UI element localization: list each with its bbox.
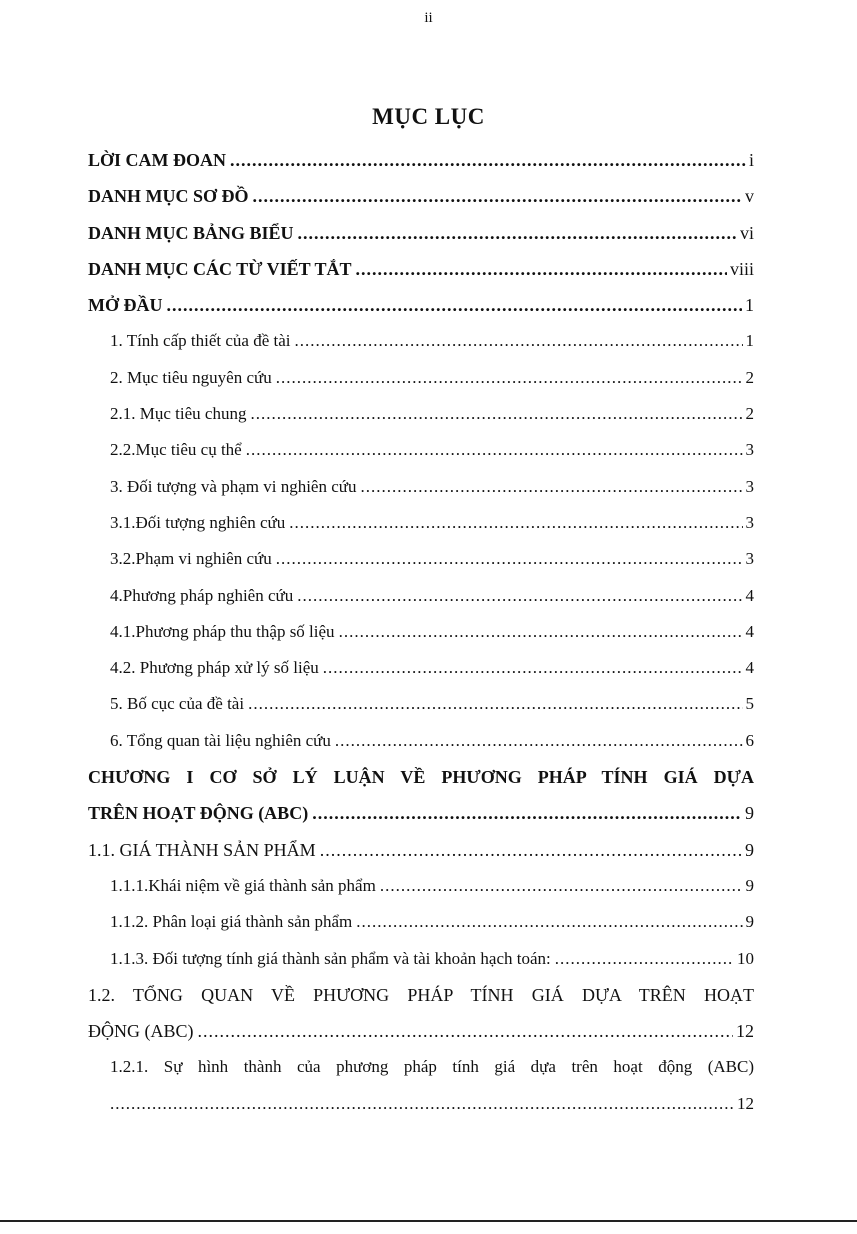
toc-entry-danh-muc-so-do[interactable] (88, 178, 754, 214)
toc-entry[interactable] (88, 614, 754, 650)
toc-entry-page: viii (729, 258, 754, 279)
toc-entry[interactable] (88, 469, 754, 505)
toc-entry-page: 3 (745, 549, 754, 569)
toc-entry-label: 4.2. Phương pháp xử lý số liệu (110, 658, 319, 678)
toc-entry-page: 4 (745, 621, 754, 641)
toc-entry[interactable] (88, 832, 754, 868)
dot-leader (248, 686, 742, 722)
toc-entry-page: 1 (745, 295, 754, 316)
toc-entry-label: DANH MỤC BẢNG BIỂU (88, 222, 294, 243)
dot-leader (320, 832, 742, 868)
toc-entry-label: 1.1.3. Đối tượng tính giá thành sản phẩm và tài khoản hạch toán: (110, 948, 551, 968)
toc-entry-page: 9 (745, 912, 754, 932)
toc-entry-label: CHƯƠNG I CƠ SỞ LÝ LUẬN VỀ PHƯƠNG PHÁP TÍNH GIÁ DỰA (88, 767, 754, 788)
dot-leader (253, 178, 743, 214)
toc-entry-page: 3 (745, 512, 754, 532)
toc-entry-page: 4 (745, 658, 754, 678)
table-of-contents (88, 142, 754, 1122)
toc-entry-label: 3.2.Phạm vi nghiên cứu (110, 549, 272, 569)
toc-entry-page: 1 (745, 331, 754, 351)
toc-entry[interactable] (88, 396, 754, 432)
toc-entry-page: 2 (745, 367, 754, 387)
toc-entry[interactable] (88, 360, 754, 396)
toc-entry-danh-muc-tu-viet-tat[interactable] (88, 251, 754, 287)
dot-leader (555, 941, 734, 977)
toc-entry-label: TRÊN HOẠT ĐỘNG (ABC) (88, 803, 309, 824)
toc-entry-page: v (745, 186, 754, 207)
toc-entry-label: 2. Mục tiêu nguyên cứu (110, 367, 272, 387)
toc-entry-label: DANH MỤC SƠ ĐỒ (88, 186, 249, 207)
toc-title: MỤC LỤC (372, 104, 485, 129)
dot-leader (230, 142, 746, 178)
toc-entry-page: i (748, 150, 754, 170)
toc-entry-label: 1.2. TỔNG QUAN VỀ PHƯƠNG PHÁP TÍNH GIÁ DỰA TRÊN HOẠT (88, 984, 754, 1005)
toc-entry-label: 1.1.1.Khái niệm về giá thành sản phẩm (110, 875, 376, 895)
toc-entry[interactable] (88, 323, 754, 359)
toc-entry-page: 2 (745, 404, 754, 424)
toc-entry-chapter-1[interactable] (88, 795, 754, 831)
toc-entry-label: 1. Tính cấp thiết của đề tài (110, 331, 291, 351)
toc-entry-label: ĐỘNG (ABC) (88, 1021, 194, 1042)
toc-section-heading-line[interactable] (88, 977, 754, 1013)
toc-entry-label: DANH MỤC CÁC TỪ VIẾT TẮT (88, 258, 352, 279)
toc-subsection-heading-line[interactable] (88, 1049, 754, 1085)
toc-entry-label: 4.Phương pháp nghiên cứu (110, 585, 294, 605)
dot-leader (323, 650, 743, 686)
toc-entry-page: 4 (745, 585, 754, 605)
toc-entry[interactable] (88, 941, 754, 977)
toc-entry[interactable] (88, 432, 754, 468)
toc-entry[interactable] (88, 686, 754, 722)
dot-leader (361, 469, 743, 505)
toc-entry-label: LỜI CAM ĐOAN (88, 150, 226, 170)
toc-entry-label: 6. Tổng quan tài liệu nghiên cứu (110, 730, 331, 750)
toc-entry[interactable] (88, 505, 754, 541)
dot-leader (339, 614, 743, 650)
toc-entry-page: 6 (745, 730, 754, 750)
dot-leader (356, 904, 742, 940)
dot-leader (297, 578, 742, 614)
toc-entry-label: 1.2.1. Sự hình thành của phương pháp tính giá dựa trên hoạt động (ABC) (110, 1057, 754, 1077)
toc-entry-label: 1.1. GIÁ THÀNH SẢN PHẨM (88, 839, 316, 860)
toc-entry-page: 3 (745, 440, 754, 460)
toc-entry-mo-dau[interactable] (88, 287, 754, 323)
dot-leader (294, 323, 742, 359)
dot-leader (246, 432, 743, 468)
dot-leader (167, 287, 743, 323)
dot-leader (250, 396, 742, 432)
toc-entry-danh-muc-bang-bieu[interactable] (88, 215, 754, 251)
toc-entry-page: 5 (745, 694, 754, 714)
dot-leader (380, 868, 743, 904)
dot-leader (289, 505, 742, 541)
toc-entry-label: MỞ ĐẦU (88, 295, 163, 316)
dot-leader (198, 1013, 734, 1049)
dot-leader (276, 541, 743, 577)
toc-entry[interactable] (88, 904, 754, 940)
toc-entry-page: 12 (736, 1021, 754, 1042)
dot-leader (276, 360, 743, 396)
toc-entry[interactable] (88, 1013, 754, 1049)
toc-entry-page: 12 (737, 1093, 754, 1113)
toc-entry-page: 9 (745, 803, 754, 824)
toc-entry[interactable] (88, 1086, 754, 1122)
page-bottom-border (0, 1220, 857, 1222)
dot-leader (356, 251, 727, 287)
page-number: ii (424, 10, 433, 26)
toc-chapter-heading-line[interactable] (88, 759, 754, 795)
toc-entry-page: 3 (745, 476, 754, 496)
toc-entry-label: 5. Bố cục của đề tài (110, 694, 245, 714)
toc-entry-label: 3. Đối tượng và phạm vi nghiên cứu (110, 476, 357, 496)
toc-entry[interactable] (88, 868, 754, 904)
dot-leader (110, 1086, 734, 1122)
toc-entry-page: 10 (737, 948, 754, 968)
toc-entry-label: 3.1.Đối tượng nghiên cứu (110, 512, 286, 532)
toc-entry[interactable] (88, 541, 754, 577)
toc-entry[interactable] (88, 578, 754, 614)
toc-entry[interactable] (88, 650, 754, 686)
dot-leader (298, 215, 737, 251)
dot-leader (312, 795, 742, 831)
toc-entry-label: 1.1.2. Phân loại giá thành sản phẩm (110, 912, 353, 932)
toc-entry-page: 9 (745, 839, 754, 860)
toc-entry-page: vi (739, 222, 754, 243)
toc-entry-loi-cam-doan[interactable] (88, 142, 754, 178)
toc-entry-label: 4.1.Phương pháp thu thập số liệu (110, 621, 335, 641)
toc-entry-label: 2.2.Mục tiêu cụ thể (110, 440, 242, 460)
dot-leader (335, 723, 743, 759)
toc-entry-label: 2.1. Mục tiêu chung (110, 404, 247, 424)
toc-entry-page: 9 (745, 875, 754, 895)
toc-entry[interactable] (88, 723, 754, 759)
